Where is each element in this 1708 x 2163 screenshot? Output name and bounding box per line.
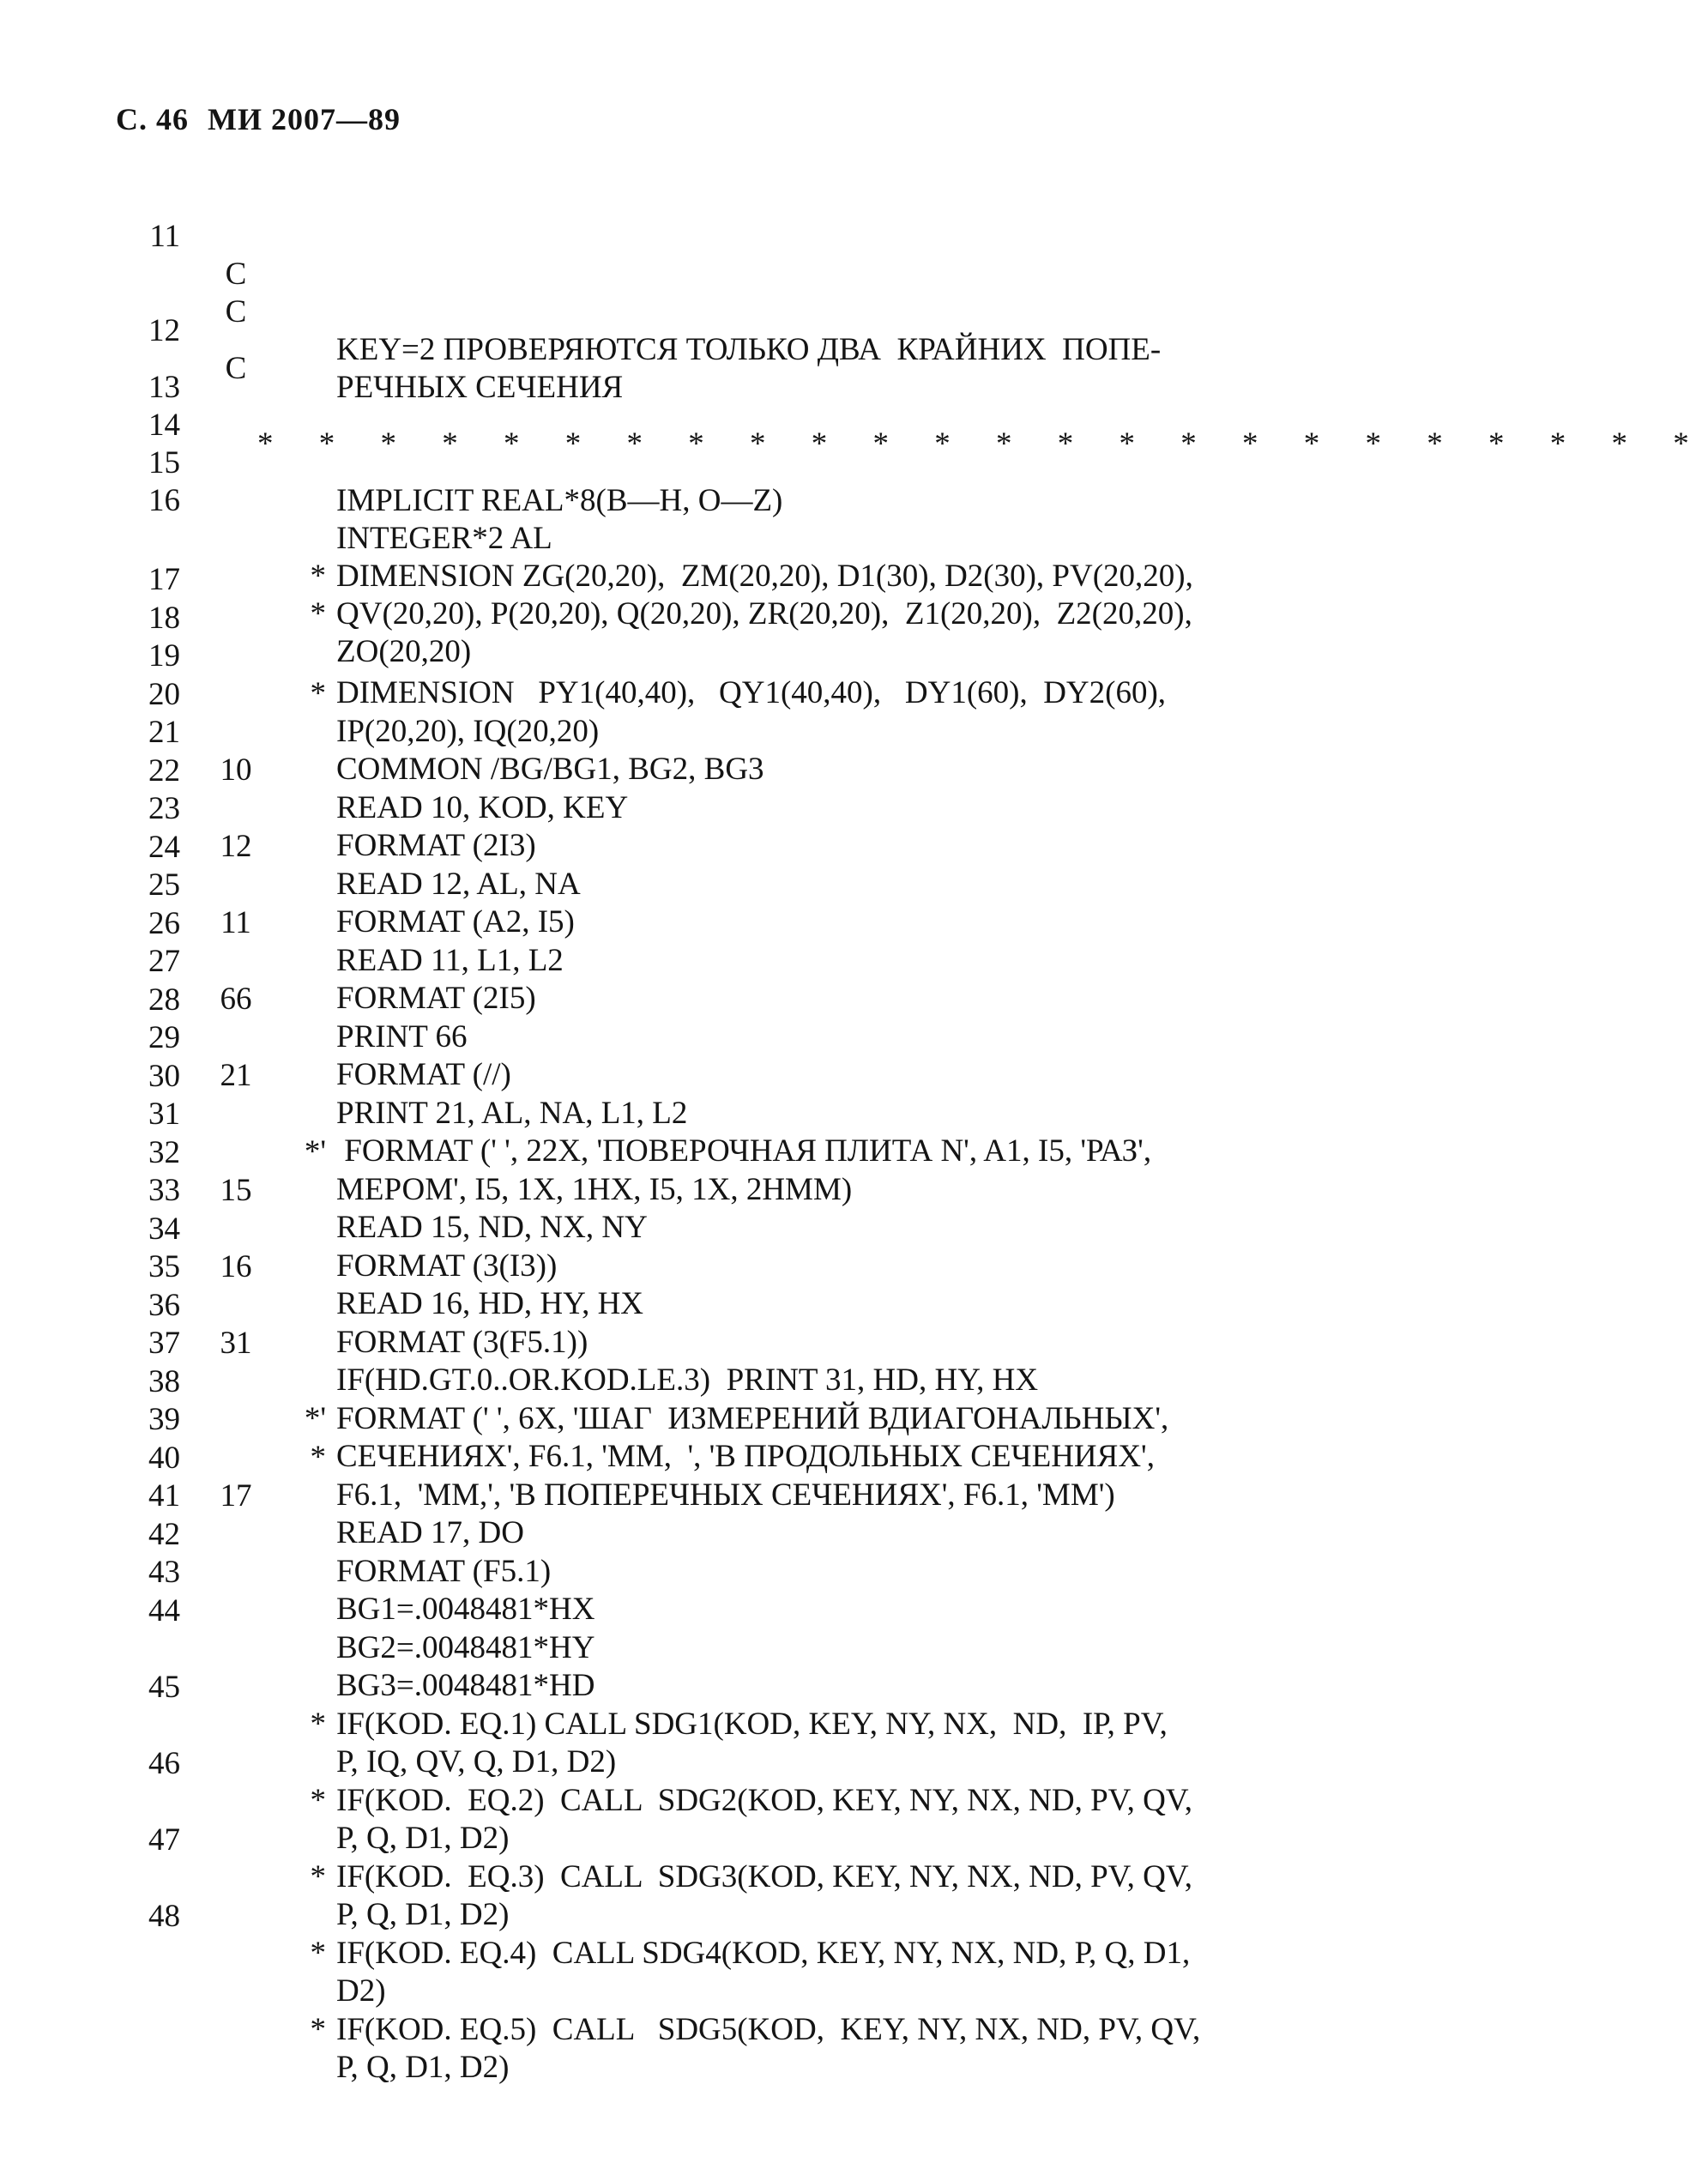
listing-line bbox=[0, 1936, 1480, 1974]
continuation-mark: * bbox=[310, 1440, 326, 1475]
line-number: 38 bbox=[148, 1364, 180, 1399]
line-number: 23 bbox=[148, 791, 180, 826]
statement-label: 12 bbox=[220, 829, 252, 864]
continuation-mark: * bbox=[310, 596, 326, 631]
statement-label: 11 bbox=[220, 905, 251, 940]
line-number: 31 bbox=[148, 1097, 180, 1132]
continuation-mark: * bbox=[310, 2012, 326, 2047]
statement-label: 16 bbox=[220, 1249, 252, 1284]
code-text: IMPLICIT REAL*8(B—H, O—Z) bbox=[336, 483, 783, 518]
continuation-mark: * bbox=[310, 559, 326, 594]
code-text: IF(KOD. EQ.3) CALL SDG3(KOD, KEY, NY, NX, ND, PV, QV, bbox=[336, 1859, 1193, 1894]
line-number: 21 bbox=[148, 715, 180, 750]
code-text: P, IQ, QV, Q, D1, D2) bbox=[336, 1744, 617, 1779]
line-number: 35 bbox=[148, 1249, 180, 1284]
statement-label: C bbox=[225, 257, 247, 292]
code-text: READ 15, ND, NX, NY bbox=[336, 1210, 648, 1245]
code-text: IF(KOD. EQ.4) CALL SDG4(KOD, KEY, NY, NX, ND, P, Q, D1, bbox=[336, 1936, 1191, 1971]
code-text: READ 17, DO bbox=[336, 1515, 524, 1550]
continuation-mark: * bbox=[310, 1783, 326, 1818]
code-text: INTEGER*2 AL bbox=[336, 521, 552, 556]
code-text: МЕРОМ', I5, 1X, 1HX, I5, 1X, 2HMM) bbox=[336, 1172, 853, 1207]
line-number: 37 bbox=[148, 1326, 180, 1361]
line-number: 18 bbox=[148, 601, 180, 636]
code-text: РЕЧНЫХ СЕЧЕНИЯ bbox=[336, 370, 624, 405]
page-number: С. 46 bbox=[116, 102, 189, 136]
line-number: 29 bbox=[148, 1020, 180, 1055]
code-text: P, Q, D1, D2) bbox=[336, 1821, 510, 1856]
code-text: READ 12, AL, NA bbox=[336, 867, 581, 902]
line-number: 42 bbox=[148, 1517, 180, 1552]
continuation-mark: * bbox=[310, 1936, 326, 1971]
continuation-mark: * bbox=[310, 1707, 326, 1742]
line-number: 15 bbox=[148, 445, 180, 480]
code-text: IF(KOD. EQ.2) CALL SDG2(KOD, KEY, NY, NX, ND, PV, QV, bbox=[336, 1783, 1193, 1818]
code-text: FORMAT (' ', 22X, 'ПОВЕРОЧНАЯ ПЛИТА N', A1, I5, 'РАЗ', bbox=[336, 1133, 1152, 1169]
code-text: FORMAT (3(F5.1)) bbox=[336, 1325, 588, 1360]
code-text: СЕЧЕНИЯХ', F6.1, 'MM, ', 'В ПРОДОЛЬНЫХ СЕЧЕНИЯХ', bbox=[336, 1439, 1155, 1474]
statement-label: 17 bbox=[220, 1478, 252, 1513]
code-text: KEY=2 ПРОВЕРЯЮТСЯ ТОЛЬКО ДВА КРАЙНИХ ПОПЕ- bbox=[336, 332, 1162, 367]
code-text: D2) bbox=[336, 1973, 386, 2009]
line-number: 13 bbox=[148, 370, 180, 405]
code-text: COMMON /BG/BG1, BG2, BG3 bbox=[336, 752, 764, 787]
statement-label: 31 bbox=[220, 1326, 252, 1361]
line-number: 25 bbox=[148, 867, 180, 903]
separator-stars: * * * * * * * * * * * * * * * * * * * * * * * * bbox=[257, 426, 1708, 462]
code-text: READ 16, HD, HY, HX bbox=[336, 1286, 644, 1321]
line-number: 27 bbox=[148, 944, 180, 979]
line-number: 47 bbox=[148, 1822, 180, 1858]
statement-label: 15 bbox=[220, 1173, 252, 1208]
line-number: 43 bbox=[148, 1555, 180, 1590]
line-number: 45 bbox=[148, 1670, 180, 1705]
continuation-mark: * bbox=[310, 676, 326, 711]
line-number: 28 bbox=[148, 982, 180, 1018]
continuation-mark: *' bbox=[304, 1401, 326, 1436]
code-text: ZO(20,20) bbox=[336, 634, 472, 669]
code-text: BG1=.0048481*HX bbox=[336, 1592, 595, 1627]
code-text: READ 10, KOD, KEY bbox=[336, 790, 629, 825]
line-number: 48 bbox=[148, 1899, 180, 1934]
code-text: BG3=.0048481*HD bbox=[336, 1668, 595, 1703]
line-number: 44 bbox=[148, 1593, 180, 1628]
code-text: IF(HD.GT.0..OR.KOD.LE.3) PRINT 31, HD, HY, HX bbox=[336, 1362, 1039, 1398]
code-text: IF(KOD. EQ.1) CALL SDG1(KOD, KEY, NY, NX, ND, IP, PV, bbox=[336, 1707, 1168, 1742]
code-text: FORMAT (//) bbox=[336, 1057, 511, 1092]
code-text: IF(KOD. EQ.5) CALL SDG5(KOD, KEY, NY, NX, ND, PV, QV, bbox=[336, 2012, 1201, 2047]
statement-label: 10 bbox=[220, 752, 252, 788]
code-text: PRINT 66 bbox=[336, 1019, 468, 1054]
line-number: 17 bbox=[148, 562, 180, 597]
code-text: READ 11, L1, L2 bbox=[336, 943, 564, 978]
line-number: 41 bbox=[148, 1478, 180, 1513]
statement-label: 66 bbox=[220, 982, 252, 1017]
code-text: IP(20,20), IQ(20,20) bbox=[336, 714, 600, 749]
line-number: 40 bbox=[148, 1441, 180, 1476]
line-number: 46 bbox=[148, 1746, 180, 1781]
code-text: FORMAT (F5.1) bbox=[336, 1554, 552, 1589]
statement-label: 21 bbox=[220, 1058, 252, 1093]
code-text: FORMAT (3(I3)) bbox=[336, 1248, 558, 1284]
code-text: PRINT 21, AL, NA, L1, L2 bbox=[336, 1096, 688, 1131]
statement-label: C bbox=[225, 351, 247, 386]
code-text: P, Q, D1, D2) bbox=[336, 2050, 510, 2085]
line-number: 33 bbox=[148, 1173, 180, 1208]
line-number: 22 bbox=[148, 753, 180, 788]
line-number: 14 bbox=[148, 408, 180, 443]
line-number: 19 bbox=[148, 638, 180, 674]
code-text: FORMAT (2I3) bbox=[336, 828, 536, 863]
code-text: FORMAT (A2, I5) bbox=[336, 904, 575, 940]
code-text: QV(20,20), P(20,20), Q(20,20), ZR(20,20), Z1(20,20), Z2(20,20), bbox=[336, 596, 1192, 631]
code-text: DIMENSION ZG(20,20), ZM(20,20), D1(30), D2(30), PV(20,20), bbox=[336, 559, 1193, 594]
line-number: 39 bbox=[148, 1402, 180, 1437]
code-text: BG2=.0048481*HY bbox=[336, 1630, 595, 1665]
line-number: 30 bbox=[148, 1059, 180, 1094]
line-number: 36 bbox=[148, 1288, 180, 1323]
standard-designation: МИ 2007—89 bbox=[208, 102, 401, 136]
line-number: 12 bbox=[148, 313, 180, 348]
continuation-mark: * bbox=[310, 1859, 326, 1894]
line-number: 11 bbox=[149, 219, 180, 254]
code-text: DIMENSION PY1(40,40), QY1(40,40), DY1(60), DY2(60), bbox=[336, 675, 1167, 710]
code-text: FORMAT (' ', 6X, 'ШАГ ИЗМЕРЕНИЙ ВДИАГОНАЛЬНЫХ', bbox=[336, 1401, 1169, 1436]
line-number: 24 bbox=[148, 830, 180, 865]
line-number: 26 bbox=[148, 906, 180, 941]
line-number: 32 bbox=[148, 1135, 180, 1170]
page-header bbox=[116, 101, 401, 137]
continuation-mark: *' bbox=[304, 1134, 326, 1169]
code-text: P, Q, D1, D2) bbox=[336, 1897, 510, 1932]
line-number: 20 bbox=[148, 677, 180, 712]
code-text: F6.1, 'MM,', 'В ПОПЕРЕЧНЫХ СЕЧЕНИЯХ', F6.1, 'MM') bbox=[336, 1477, 1115, 1513]
line-number: 16 bbox=[148, 483, 180, 518]
code-text: FORMAT (2I5) bbox=[336, 981, 536, 1016]
statement-label: C bbox=[225, 294, 247, 329]
line-number: 34 bbox=[148, 1211, 180, 1247]
